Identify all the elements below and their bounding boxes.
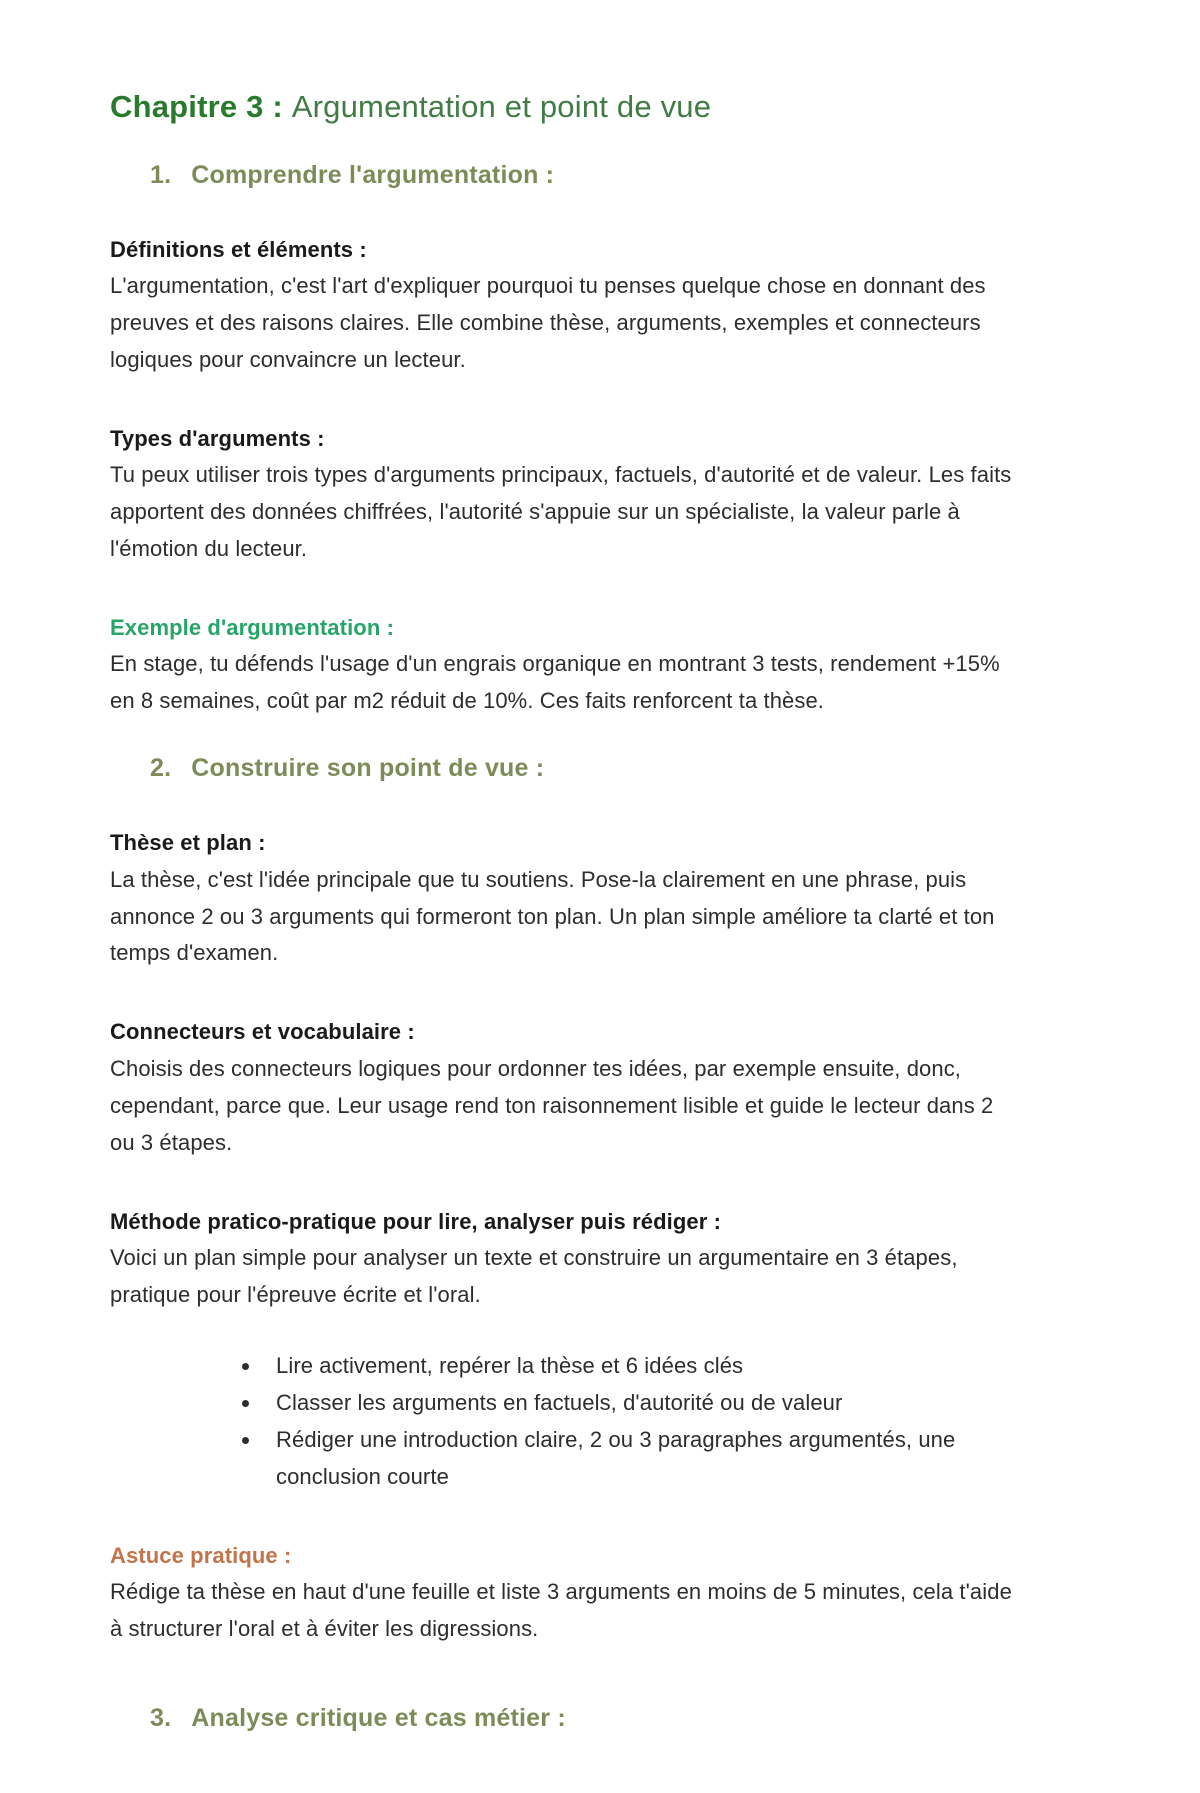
block-text: Rédige ta thèse en haut d'une feuille et liste 3 arguments en moins de 5 minutes, cela t'aide à structurer l'oral et à éviter les digressions. [110,1578,1012,1641]
chapter-title: Argumentation et point de vue [291,89,712,124]
method-steps-list [110,1348,1042,1496]
example-heading: Exemple d'argumentation : [110,615,394,641]
block-connecteurs [110,1014,1022,1161]
section-number: 3. [150,1703,172,1732]
block-text: L'argumentation, c'est l'art d'expliquer pourquoi tu penses quelque chose en donnant des preuves et des raisons claires. Elle combine thèse, arguments, exemples et connecteurs logiques pour convaincre un lecteur. [110,273,986,372]
block-heading: Définitions et éléments : [110,236,367,262]
tip-heading: Astuce pratique : [110,1542,292,1568]
block-astuce [110,1538,1022,1648]
list-item: • Rédiger une introduction claire, 2 ou 3 paragraphes argumentés, une conclusion courte [262,1422,1042,1496]
page-title [110,88,1108,127]
block-these-plan [110,825,1022,972]
block-text: En stage, tu défends l'usage d'un engrais organique en montrant 3 tests, rendement +15% en 8 semaines, coût par m2 réduit de 10%. Ces faits renforcent ta thèse. [110,651,1000,714]
block-text: Choisis des connecteurs logiques pour ordonner tes idées, par exemple ensuite, donc, cependant, parce que. Leur usage rend ton raisonnement lisible et guide le lecteur dans 2 ou 3 étapes. [110,1055,994,1155]
block-heading: Types d'arguments : [110,425,325,451]
section-number: 1. [150,160,172,189]
block-definitions [110,232,1022,379]
section-title: Comprendre l'argumentation : [191,160,555,189]
list-item: • Classer les arguments en factuels, d'autorité ou de valeur [262,1385,1042,1422]
block-heading: Méthode pratico-pratique pour lire, analyser puis rédiger : [110,1208,722,1234]
section-title: Analyse critique et cas métier : [191,1703,566,1732]
block-text: La thèse, c'est l'idée principale que tu soutiens. Pose-la clairement en une phrase, puis annonce 2 ou 3 arguments qui formeront ton plan. Un plan simple améliore ta clarté et ton temps d'examen. [110,866,995,966]
block-methode [110,1204,1022,1314]
section-heading-3 [150,1704,1108,1733]
block-exemple-argumentation [110,610,1022,720]
block-text: Voici un plan simple pour analyser un texte et construire un argumentaire en 3 étapes, pratique pour l'épreuve écrite et l'oral. [110,1244,958,1307]
section-heading-1 [150,161,1108,190]
section-title: Construire son point de vue : [191,754,545,783]
block-heading: Thèse et plan : [110,830,266,856]
section-heading-2 [150,754,1108,783]
list-item: • Lire activement, repérer la thèse et 6 idées clés [262,1348,1042,1385]
block-text: Tu peux utiliser trois types d'arguments principaux, factuels, d'autorité et de valeur. Les faits apportent des données chiffrées, l'autorité s'appuie sur un spécialiste, la valeur parle à l'émotion du lecteur. [110,462,1012,562]
block-types-arguments [110,421,1022,568]
section-number: 2. [150,754,172,783]
chapter-label: Chapitre 3 : [110,89,283,124]
block-heading: Connecteurs et vocabulaire : [110,1019,415,1045]
